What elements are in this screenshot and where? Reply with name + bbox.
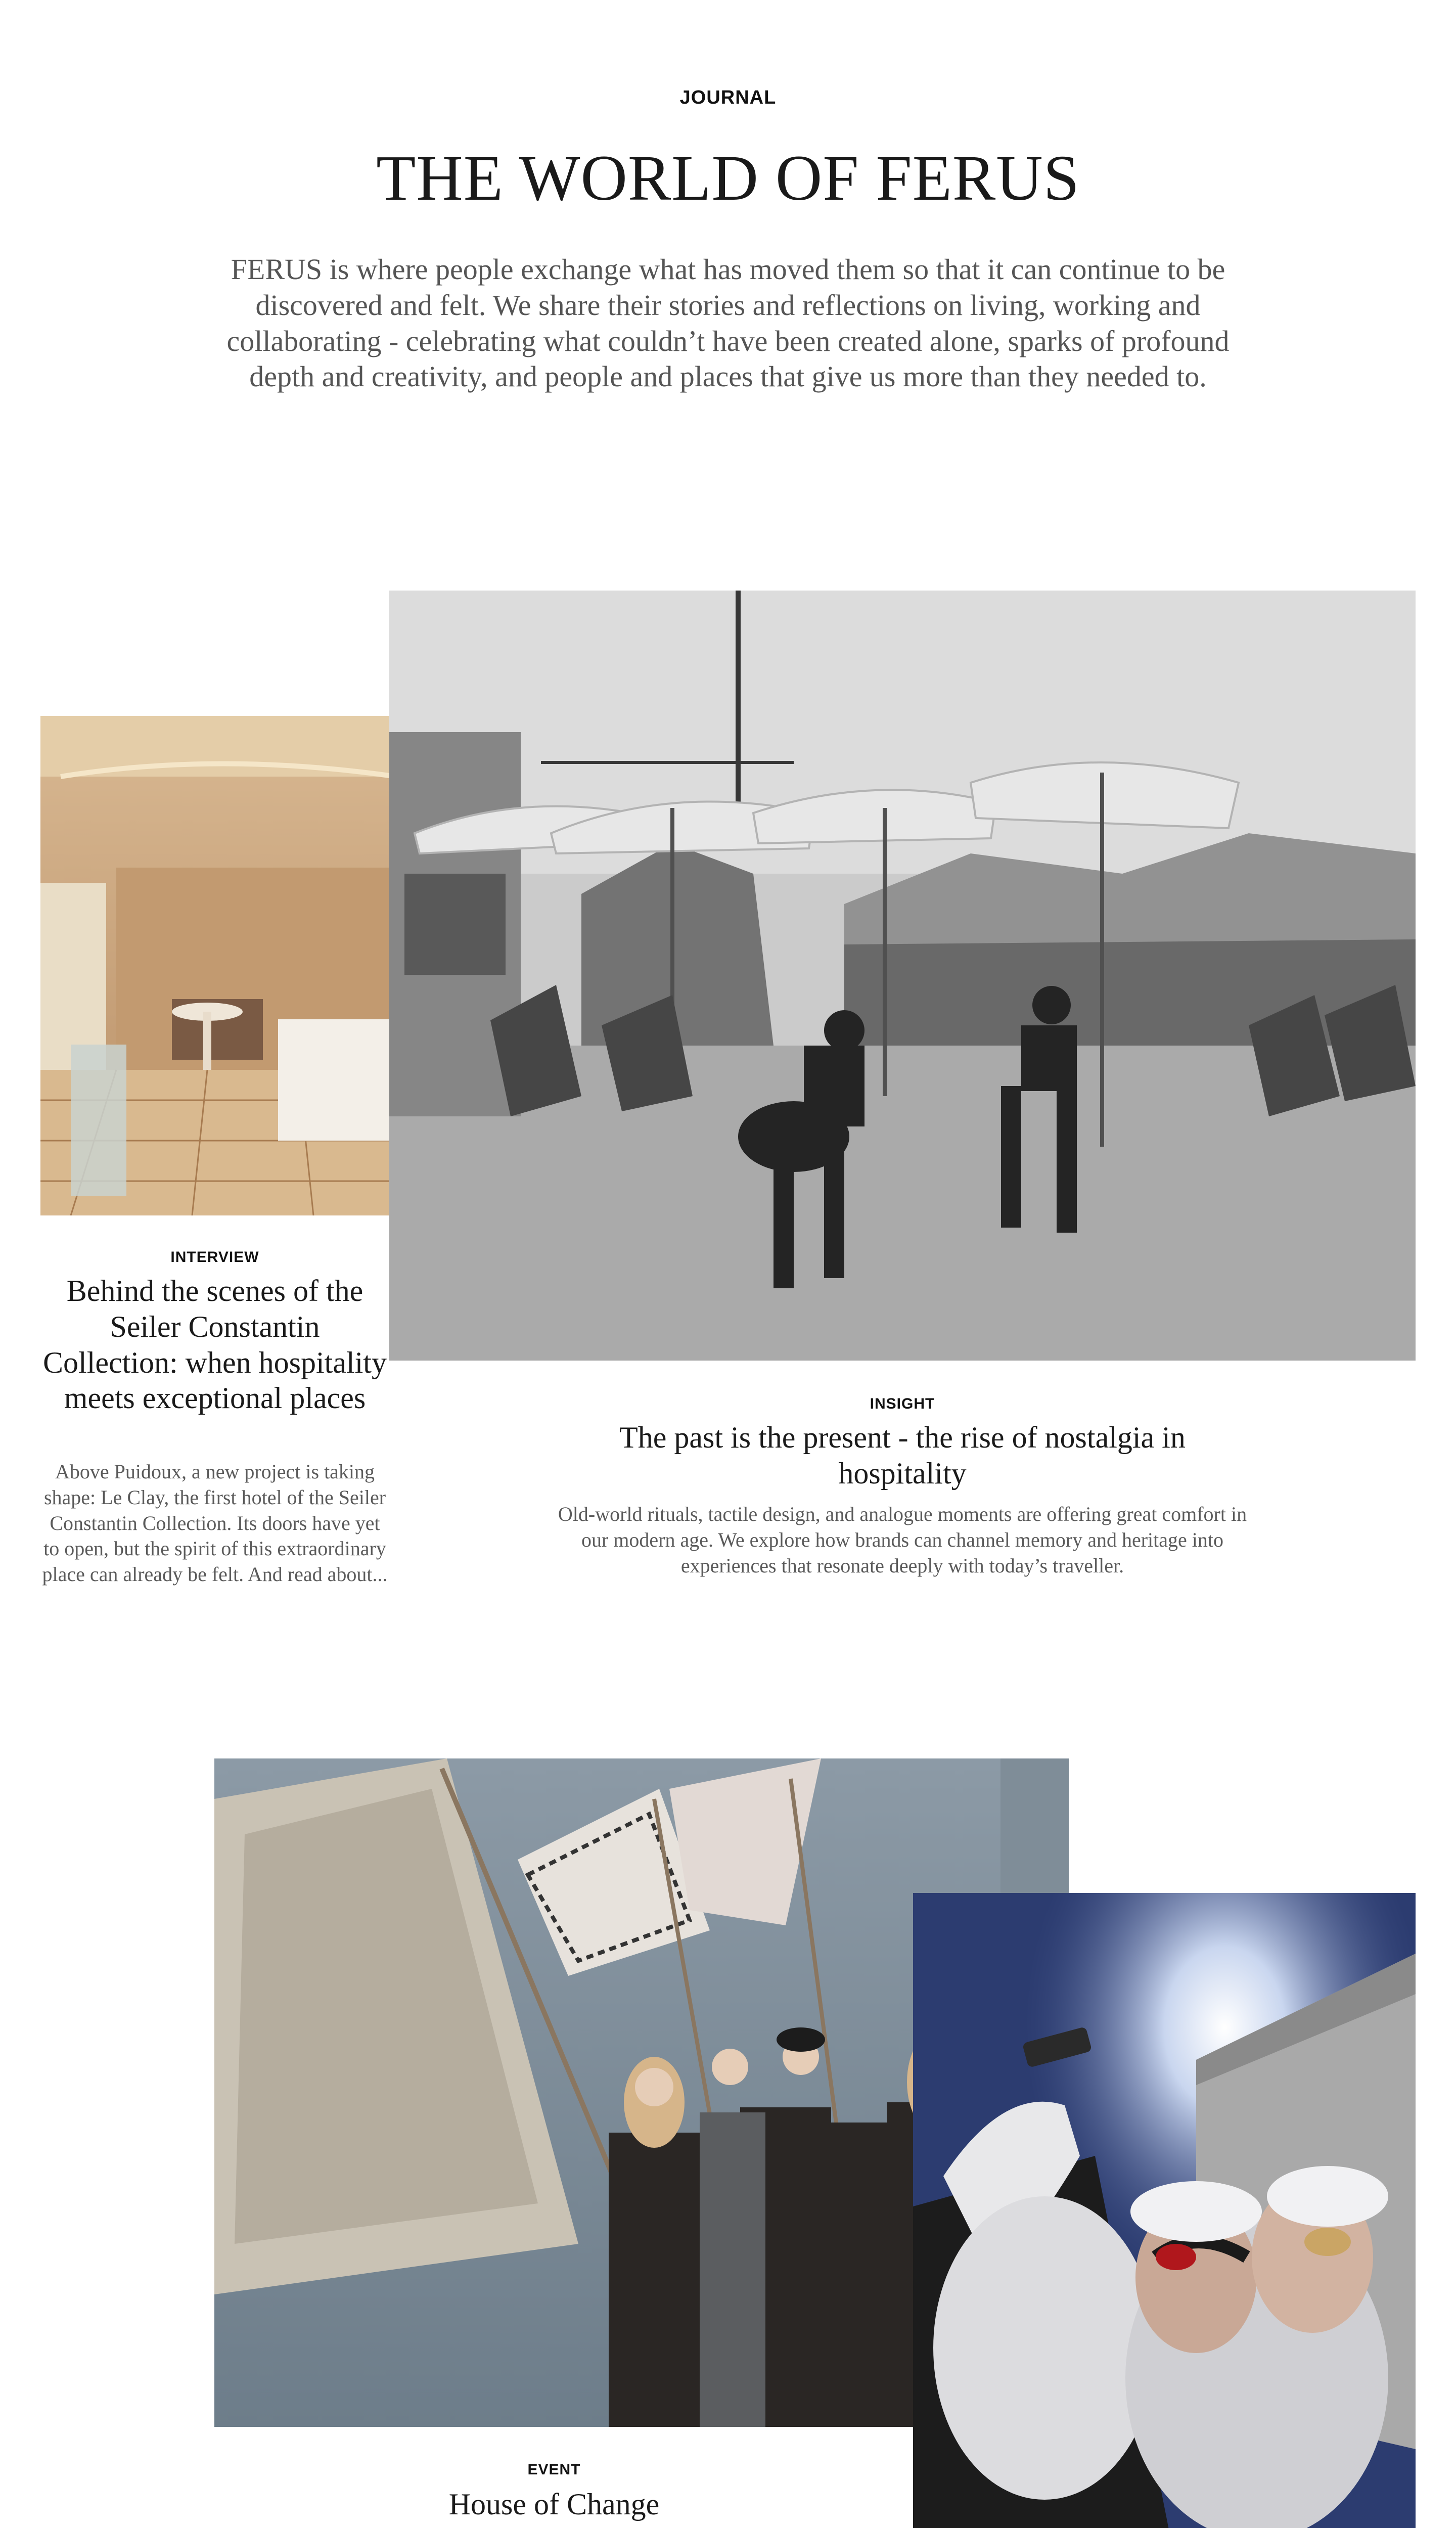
journal-label: JOURNAL: [679, 87, 777, 108]
interview-article-excerpt: Above Puidoux, a new project is taking shape: Le Clay, the first hotel of the Seiler Constantin Collection. Its doors have yet to open, but the spirit of this extraordinary place can already be felt. And read about...: [42, 1460, 388, 1586]
insight-article-category: INSIGHT: [870, 1395, 935, 1412]
page-title: THE WORLD OF FERUS: [376, 142, 1080, 214]
insight-article-image[interactable]: [389, 591, 1416, 1361]
event-article-category: EVENT: [527, 2461, 581, 2478]
insight-article-excerpt: Old-world rituals, tactile design, and analogue moments are offering great comfort in our modern age. We explore how brands can channel memory and heritage into experiences that resonate deeply with today’s traveller.: [558, 1503, 1247, 1577]
interview-article-category: INTERVIEW: [170, 1249, 259, 1266]
interview-article-title[interactable]: Behind the scenes of the Seiler Constantin Collection: when hospitality meets exceptional places: [43, 1274, 387, 1415]
interview-article-image[interactable]: [40, 716, 389, 1215]
event-article-title[interactable]: House of Change: [448, 2488, 660, 2521]
insight-article-title[interactable]: The past is the present - the rise of nostalgia in hospitality: [619, 1421, 1186, 1490]
collaboration-article-image[interactable]: [913, 1893, 1416, 2528]
page-intro: FERUS is where people exchange what has moved them so that it can continue to be discovered and felt. We share their stories and reflections on living, working and collaborating - celebrating what couldn’t have been created alone, sparks of profound depth and creativity, and people and places that give us more than they needed to.: [226, 253, 1230, 393]
